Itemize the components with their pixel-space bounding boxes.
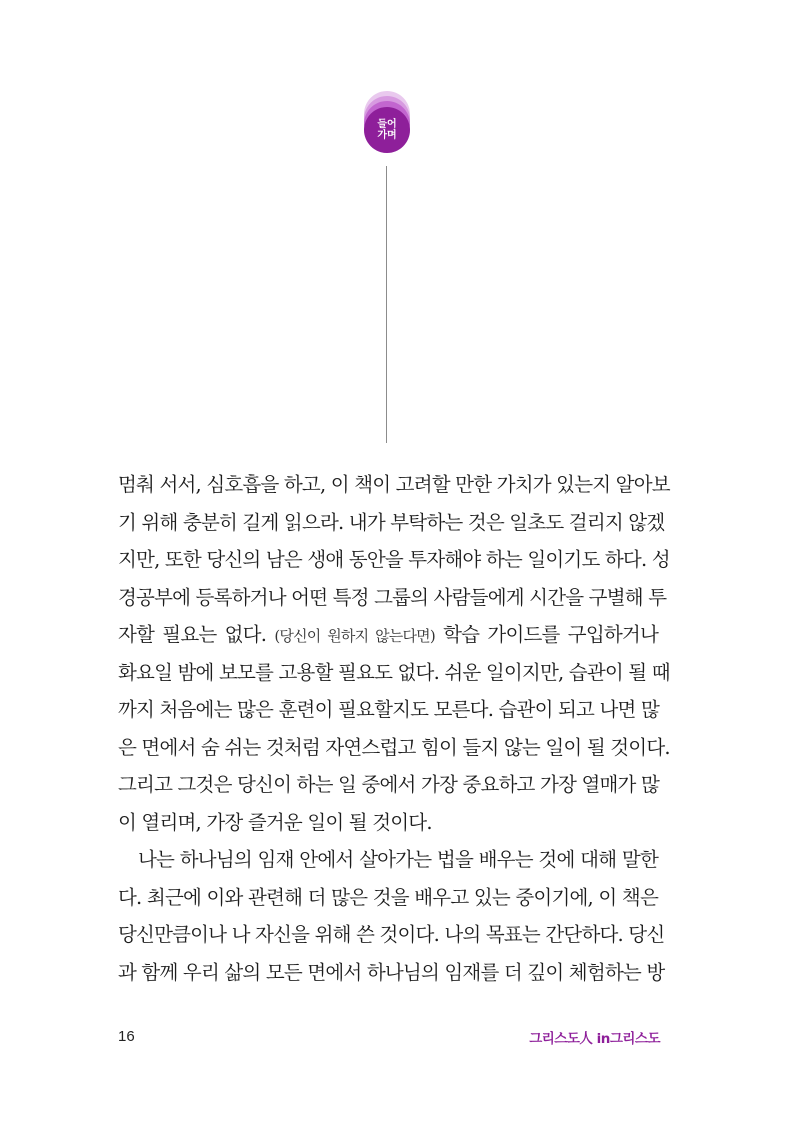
text-line: 은 면에서 숨 쉬는 것처럼 자연스럽고 힘이 들지 않는 일이 될 것이다.: [118, 735, 670, 759]
text-segment: 자할 필요는 없다.: [118, 623, 275, 646]
badge-circle: [364, 107, 410, 153]
text-line: 그리고 그것은 당신이 하는 일 중에서 가장 중요하고 가장 열매가 많: [118, 773, 659, 796]
badge-label-line2: 가며: [377, 130, 397, 141]
text-line: 기 위해 충분히 길게 읽으라. 내가 부탁하는 것은 일초도 걸리지 않겠: [118, 510, 665, 534]
text-line: 멈춰 서서, 심호흡을 하고, 이 책이 고려할 만한 가치가 있는지 알아보: [118, 473, 670, 496]
text-line: 이 열리며, 가장 즐거운 일이 될 것이다.: [118, 810, 432, 834]
text-line: 당신만큼이나 나 자신을 위해 쓴 것이다. 나의 목표는 간단하다. 당신: [118, 923, 665, 946]
text-line: [118, 616, 658, 654]
page-number: 16: [118, 1028, 135, 1045]
text-line: 과 함께 우리 삶의 모든 면에서 하나님의 임재를 더 깊이 체험하는 방: [118, 960, 665, 984]
badge-label-line1: 들어: [377, 119, 397, 130]
text-segment: 학습 가이드를 구입하거나: [434, 623, 658, 646]
text-line: 다. 최근에 이와 관련해 더 많은 것을 배우고 있는 중이기에, 이 책은: [118, 885, 658, 909]
text-line: 까지 처음에는 많은 훈련이 필요할지도 모른다. 습관이 되고 나면 많: [118, 698, 659, 721]
text-line: 나는 하나님의 임재 안에서 살아가는 법을 배우는 것에 대해 말한: [138, 848, 658, 871]
vertical-divider: [386, 166, 387, 443]
chapter-badge: [357, 88, 417, 158]
text-line: 경공부에 등록하거나 어떤 특정 그룹의 사람들에게 시간을 구별해 투: [118, 585, 667, 609]
text-line: 화요일 밤에 보모를 고용할 필요도 없다. 쉬운 일이지만, 습관이 될 때: [118, 660, 670, 684]
running-title: 그리스도人 in그리스도: [529, 1031, 660, 1047]
text-line: 지만, 또한 당신의 남은 생애 동안을 투자해야 하는 일이기도 하다. 성: [118, 548, 670, 571]
body-text: [118, 466, 670, 991]
parenthetical-note: (당신이 원하지 않는다면): [274, 627, 435, 645]
